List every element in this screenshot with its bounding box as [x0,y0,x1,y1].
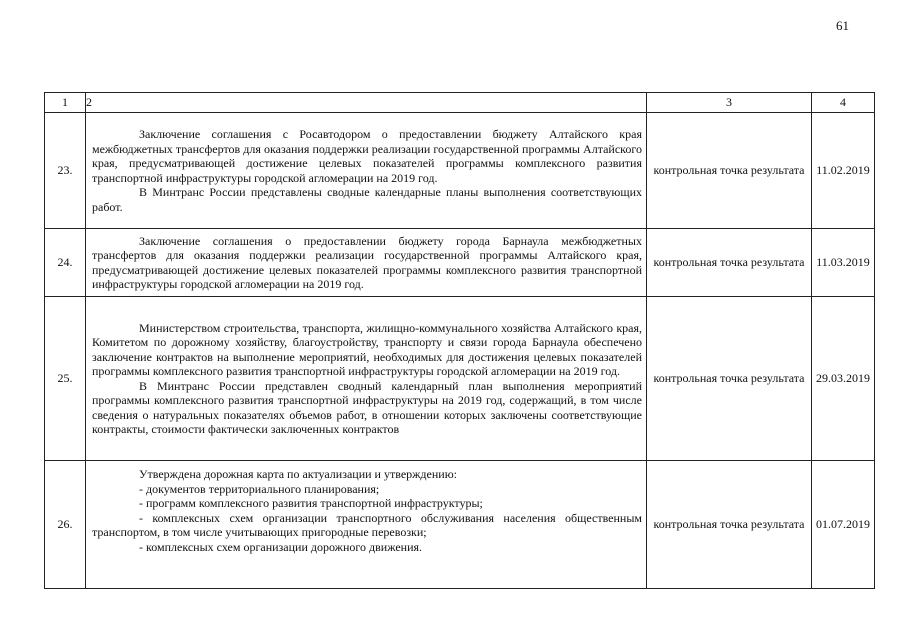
table-row [45,297,875,461]
row-description [86,113,647,229]
table-row [45,113,875,229]
roadmap-item: - комплексных схем организации транспортного обслуживания населения общественным транспортом, в том числе учитывающих пригородные перевозки; [92,510,642,539]
row-description [86,297,647,461]
description-paragraph: Заключение соглашения о предоставлении бюджету города Барнаула межбюджетных трансфертов для оказания поддержки реализации государственной программы Алтайского края, предусматривающей достижение целевых показателей программы комплексного развития транспортной инфраструктуры городской агломерации на 2019 год. [92,233,642,291]
table-row [45,461,875,589]
row-date: 11.03.2019 [812,229,875,297]
header-col-2: 2 [86,93,647,113]
row-description [86,461,647,589]
row-date: 29.03.2019 [812,297,875,461]
roadmap-item: - документов территориального планирования; [139,481,380,496]
header-col-4: 4 [812,93,875,113]
activities-table [44,92,875,589]
row-number: 26. [45,461,86,589]
description-paragraph: Заключение соглашения с Росавтодором о предоставлении бюджету Алтайского края межбюджетных трансфертов для оказания поддержки реализации государственной программы Алтайского края, предусматривающей достижение целевых показателей программы комплексного развития транспортной инфраструктуры городской агломерации на 2019 год. [92,127,642,185]
row-type: контрольная точка результата [647,229,812,297]
row-number: 24. [45,229,86,297]
page-number: 61 [836,18,849,33]
roadmap-item: - комплексных схем организации дорожного движения. [139,539,423,554]
row-type: контрольная точка результата [647,297,812,461]
roadmap-lead: Утверждена дорожная карта по актуализации и утверждению: [139,467,458,481]
table-row [45,229,875,297]
row-number: 25. [45,297,86,461]
header-col-1: 1 [45,93,86,113]
row-description [86,229,647,297]
row-date: 11.02.2019 [812,113,875,229]
roadmap-item: - программ комплексного развития транспортной инфраструктуры; [139,496,483,510]
row-type: контрольная точка результата [647,461,812,589]
description-paragraph: В Минтранс России представлены сводные календарные планы выполнения соответствующих работ. [92,185,642,214]
row-type: контрольная точка результата [647,113,812,229]
description-paragraph: В Минтранс России представлен сводный календарный план выполнения мероприятий программы комплексного развития транспортной инфраструктуры на 2019 год, содержащий, в том числе сведения о натуральных показателях объемов работ, в отношении которых заключены соответствующие контракты, стоимости фактически заключенных контрактов [92,378,642,436]
row-number: 23. [45,113,86,229]
description-paragraph: Министерством строительства, транспорта, жилищно-коммунального хозяйства Алтайского края, Комитетом по дорожному хозяйству, благоустройству, транспорту и связи города Барнаула обеспечено заключение контрактов на выполнение мероприятий, необходимых для достижения целевых показателей программы комплексного развития транспортной инфраструктуры городской агломерации на 2019 год. [92,320,642,378]
row-date: 01.07.2019 [812,461,875,589]
table-header-row [45,93,875,113]
header-col-3: 3 [647,93,812,113]
